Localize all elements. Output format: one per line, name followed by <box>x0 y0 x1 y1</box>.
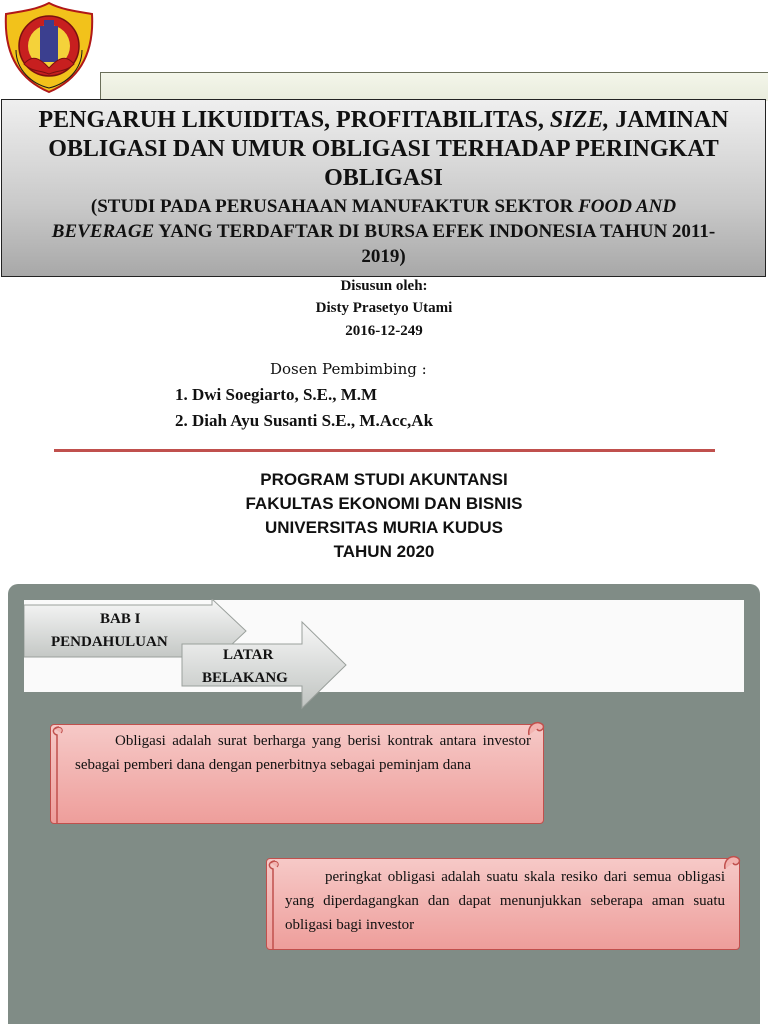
advisor-label: Dosen Pembimbing : <box>270 360 427 378</box>
author-nim: 2016-12-249 <box>345 323 423 339</box>
year-line: TAHUN 2020 <box>333 542 435 561</box>
bab-label: BAB I <box>100 611 141 627</box>
divider-line <box>54 449 715 452</box>
university-logo <box>2 0 96 94</box>
advisor-item: 1. Dwi Soegiarto, S.E., M.M <box>175 385 378 404</box>
rating-text: peringkat obligasi adalah suatu skala resiko dari semua obligasi yang diperdagangkan dan dapat menunjukkan seberapa aman suatu obligasi bagi investor <box>285 869 725 933</box>
thesis-subtitle: (STUDI PADA PERUSAHAAN MANUFAKTUR SEKTOR FOOD AND BEVERAGE YANG TERDAFTAR DI BURSA EFEK INDONESIA TAHUN 2011- 2019) <box>51 196 716 267</box>
bab-title: PENDAHULUAN <box>51 634 168 650</box>
advisor-item: 2. Diah Ayu Susanti S.E., M.Acc,Ak <box>175 411 434 430</box>
latar-label: LATAR <box>223 647 274 663</box>
rating-scroll <box>266 858 740 950</box>
title-box <box>1 99 766 277</box>
scroll-curl-icon <box>265 857 285 953</box>
scroll-curl-icon <box>49 723 69 827</box>
faculty-line: FAKULTAS EKONOMI DAN BISNIS <box>245 494 523 513</box>
header-bar <box>100 72 768 101</box>
slide-two <box>8 584 760 1024</box>
definition-text: Obligasi adalah surat berharga yang berisi kontrak antara investor sebagai pemberi dana dengan penerbitnya sebagai peminjam dana <box>75 733 531 773</box>
university-line: UNIVERSITAS MURIA KUDUS <box>264 518 503 537</box>
author-label: Disusun oleh: <box>340 278 428 294</box>
thesis-title: PENGARUH LIKUIDITAS, PROFITABILITAS, SIZE, JAMINAN OBLIGASI DAN UMUR OBLIGASI TERHADAP PERINGKAT OBLIGASI <box>38 107 729 191</box>
definition-scroll <box>50 724 544 824</box>
latar-title: BELAKANG <box>202 670 288 686</box>
program-line: PROGRAM STUDI AKUNTANSI <box>260 470 508 489</box>
author-name: Disty Prasetyo Utami <box>315 300 453 316</box>
university-muria-kudus-seal-icon <box>2 0 96 94</box>
